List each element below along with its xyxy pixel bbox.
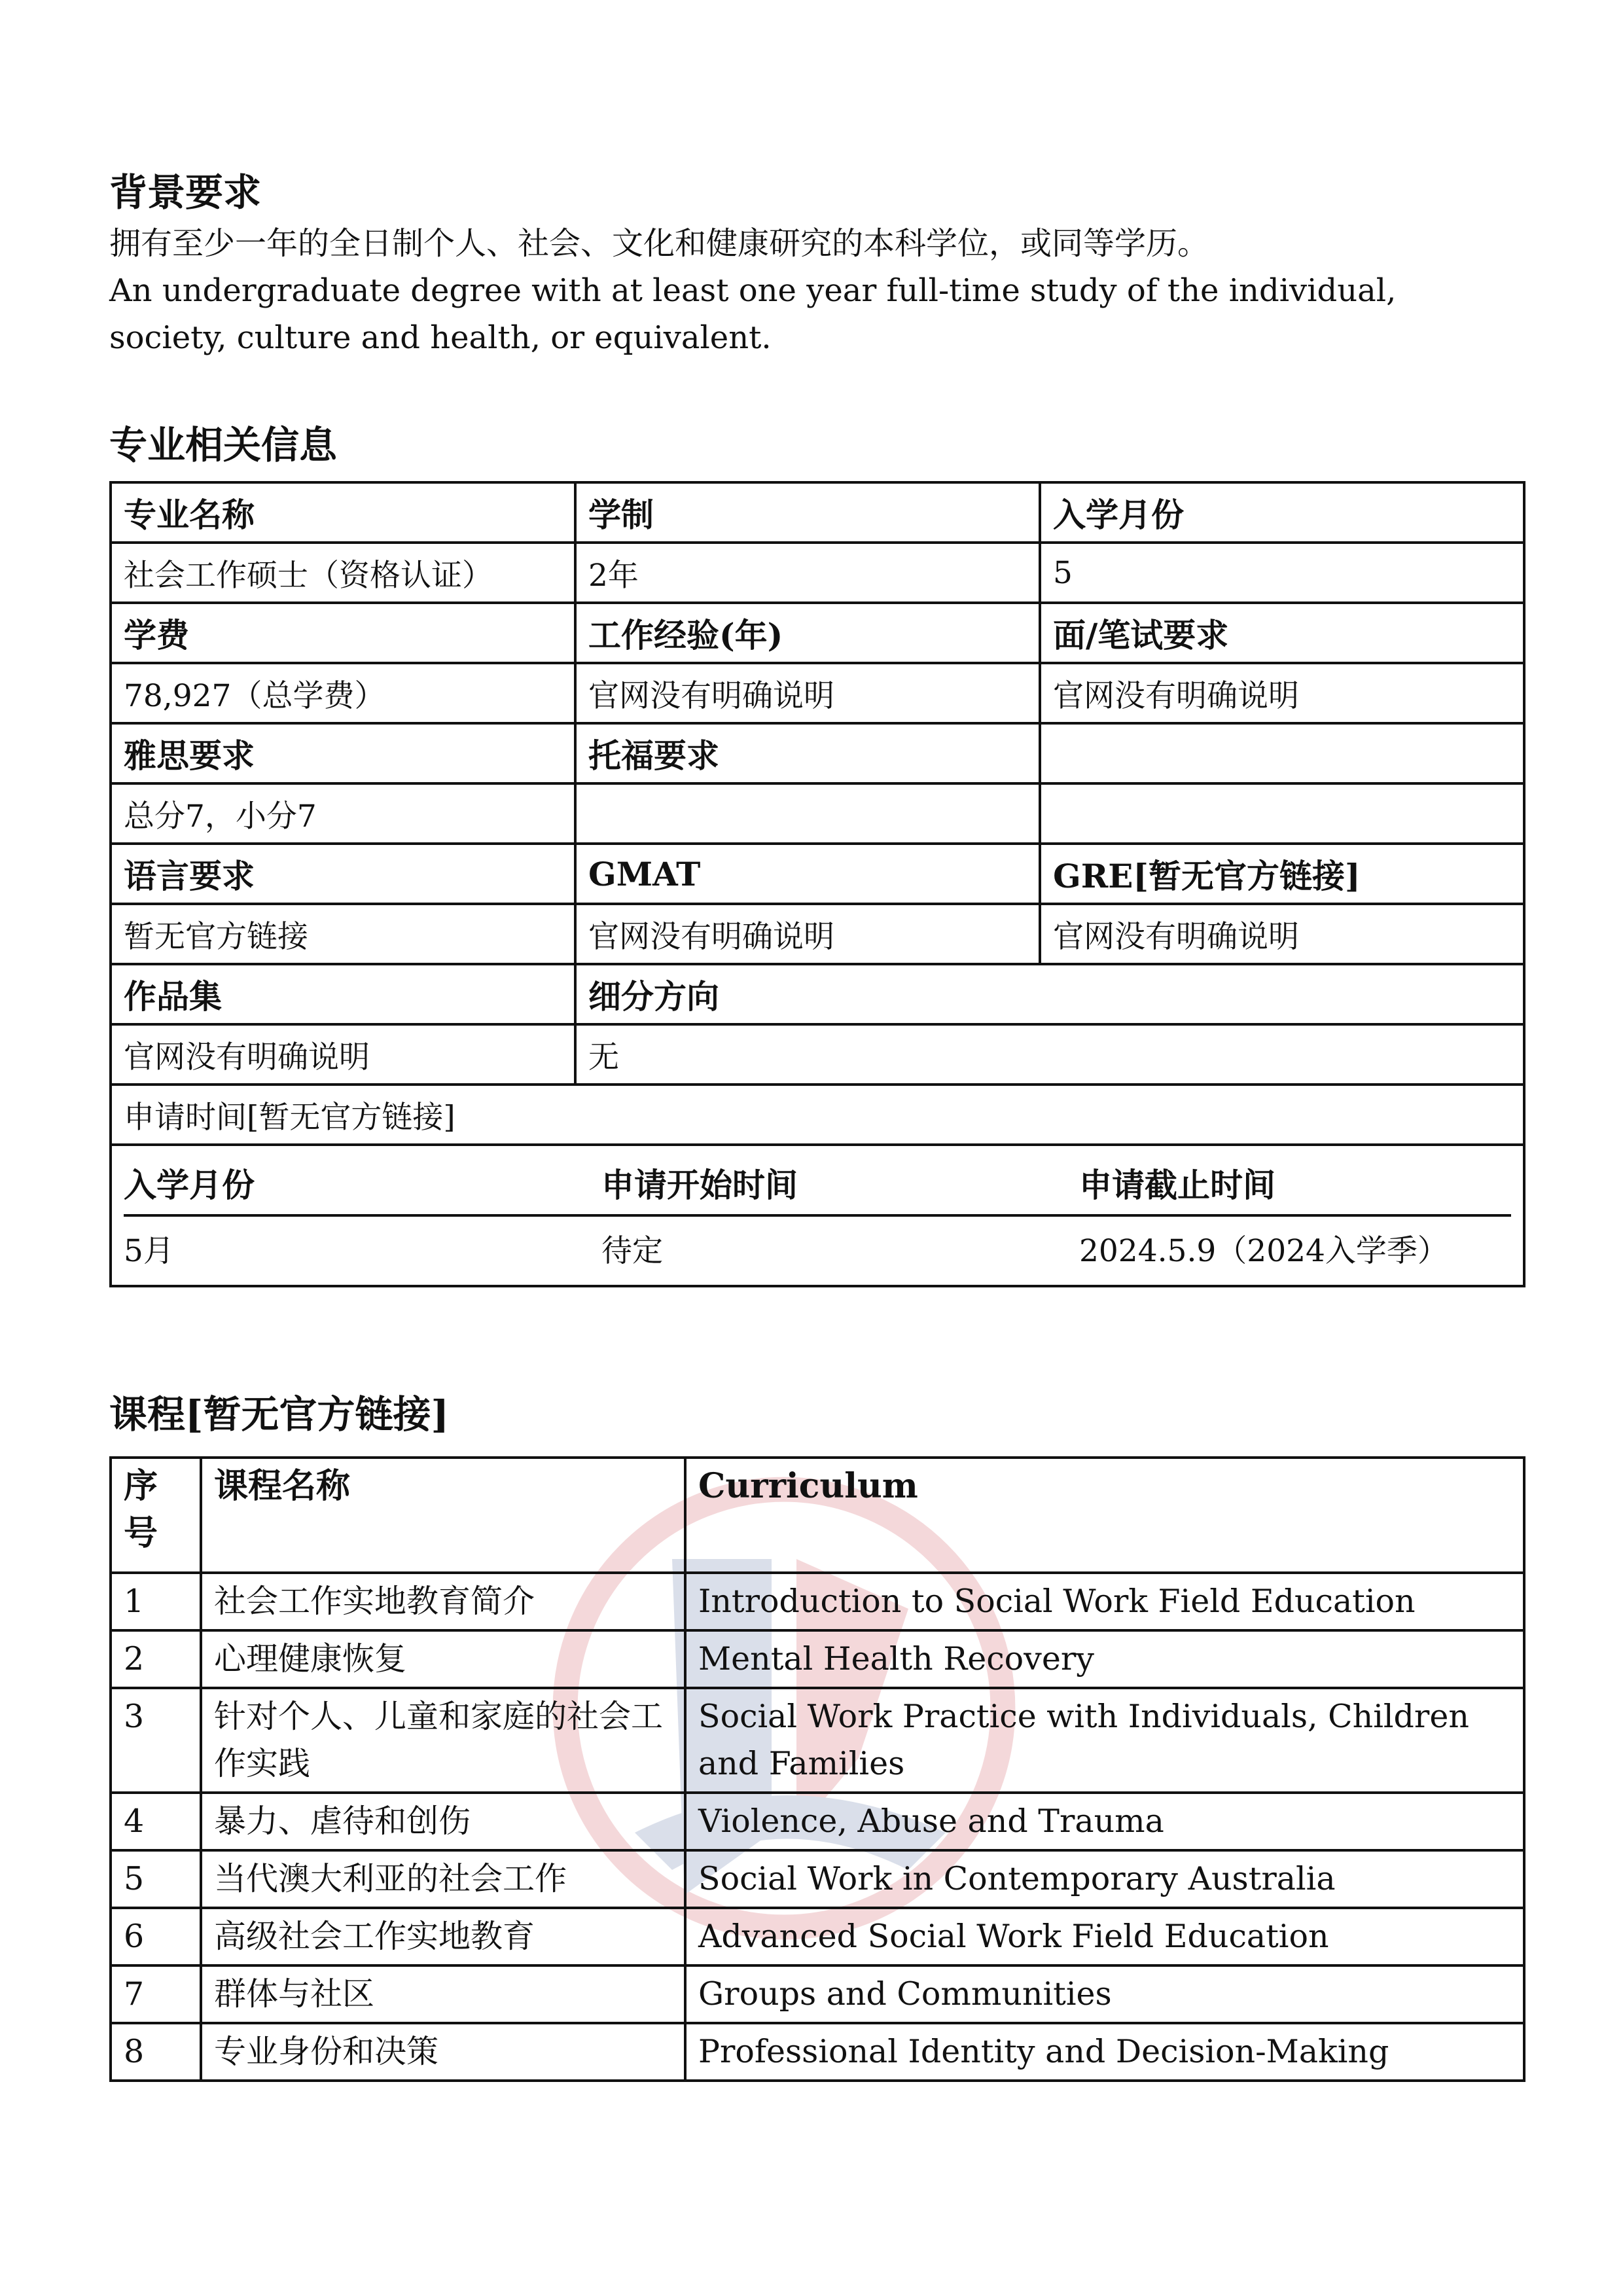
row-number: 5 [111,1850,201,1908]
schedule-header-cell: 入学月份 [124,1166,255,1205]
course-name-cn: 专业身份和决策 [201,2023,685,2081]
table-row [111,1688,1524,1793]
value-cell: 暂无官方链接 [111,904,575,964]
background-text-en: An undergraduate degree with at least one year full-time study of the individual, society, culture and health, or equivalent. [109,272,1397,356]
header-cell [1040,723,1524,783]
table-row [111,964,1524,1024]
background-title: 背景要求 [109,170,262,215]
application-time-label: 申请时间[暂无官方链接] [111,1085,1524,1145]
table-row [111,2023,1524,2081]
row-number: 4 [111,1793,201,1850]
table-row [111,543,1524,603]
header-cell: GRE[暂无官方链接] [1040,844,1524,904]
course-name-cn: 群体与社区 [201,1965,685,2023]
course-name-en: Introduction to Social Work Field Education [685,1573,1524,1630]
background-section [109,170,1523,361]
value-cell: 无 [575,1024,1524,1085]
table-row [111,783,1524,844]
header-cell: 专业名称 [111,482,575,543]
row-number: 8 [111,2023,201,2081]
background-text-cn: 拥有至少一年的全日制个人、社会、文化和健康研究的本科学位，或同等学历。 [109,224,1209,262]
course-name-en: Mental Health Recovery [685,1630,1524,1688]
schedule-header-row [124,1151,1511,1217]
table-row [111,1085,1524,1145]
schedule-value-row [124,1217,1511,1280]
value-cell: 78,927（总学费） [111,663,575,723]
header-cell: GMAT [575,844,1040,904]
value-cell: 5 [1040,543,1524,603]
value-cell [575,783,1040,844]
value-cell [1040,783,1524,844]
table-row [111,663,1524,723]
schedule-value-cell: 待定 [601,1232,663,1269]
value-cell: 社会工作硕士（资格认证） [111,543,575,603]
row-number: 2 [111,1630,201,1688]
header-cell: 面/笔试要求 [1040,603,1524,663]
table-row [111,1793,1524,1850]
application-schedule [111,1145,1524,1286]
value-cell: 总分7，小分7 [111,783,575,844]
header-cell: 托福要求 [575,723,1040,783]
header-cell: 作品集 [111,964,575,1024]
schedule-value-cell: 2024.5.9（2024入学季） [1079,1232,1448,1269]
course-name-en: Violence, Abuse and Trauma [685,1793,1524,1850]
row-number: 3 [111,1688,201,1793]
table-row [111,1965,1524,2023]
table-row [111,1850,1524,1908]
table-row [111,844,1524,904]
row-number: 7 [111,1965,201,2023]
course-name-cn: 针对个人、儿童和家庭的社会工作实践 [201,1688,685,1793]
header-cell: 学制 [575,482,1040,543]
schedule-header-cell: 申请截止时间 [1079,1166,1275,1205]
course-name-en: Social Work Practice with Individuals, Children and Families [685,1688,1524,1793]
value-cell: 官网没有明确说明 [575,904,1040,964]
header-cell-course-name: 课程名称 [201,1458,685,1573]
course-name-en: Professional Identity and Decision-Making [685,2023,1524,2081]
table-row [111,1145,1524,1286]
curriculum-title: 课程[暂无官方链接] [109,1392,449,1437]
value-cell: 官网没有明确说明 [1040,904,1524,964]
curriculum-table [109,1456,1525,2082]
table-row [111,1573,1524,1630]
table-header-row [111,1458,1524,1573]
value-cell: 官网没有明确说明 [111,1024,575,1085]
course-name-cn: 心理健康恢复 [201,1630,685,1688]
course-name-cn: 当代澳大利亚的社会工作 [201,1850,685,1908]
course-name-cn: 社会工作实地教育简介 [201,1573,685,1630]
course-name-en: Advanced Social Work Field Education [685,1908,1524,1965]
header-cell: 入学月份 [1040,482,1524,543]
program-info-title: 专业相关信息 [109,422,338,467]
table-row [111,1908,1524,1965]
header-cell: 工作经验(年) [575,603,1040,663]
table-row [111,723,1524,783]
value-cell: 官网没有明确说明 [575,663,1040,723]
value-cell: 2年 [575,543,1040,603]
schedule-header-cell: 申请开始时间 [601,1166,798,1205]
table-row [111,1024,1524,1085]
header-cell-curriculum: Curriculum [685,1458,1524,1573]
course-name-en: Groups and Communities [685,1965,1524,2023]
table-row [111,603,1524,663]
schedule-value-cell: 5月 [124,1232,174,1269]
row-number: 1 [111,1573,201,1630]
row-number: 6 [111,1908,201,1965]
table-row [111,1630,1524,1688]
course-name-cn: 高级社会工作实地教育 [201,1908,685,1965]
value-cell: 官网没有明确说明 [1040,663,1524,723]
table-row [111,482,1524,543]
header-cell: 雅思要求 [111,723,575,783]
header-cell: 学费 [111,603,575,663]
course-name-en: Social Work in Contemporary Australia [685,1850,1524,1908]
table-row [111,904,1524,964]
program-info-table [109,481,1525,1287]
course-name-cn: 暴力、虐待和创伤 [201,1793,685,1850]
header-cell: 细分方向 [575,964,1524,1024]
header-cell-number: 序号 [111,1458,201,1573]
header-cell: 语言要求 [111,844,575,904]
